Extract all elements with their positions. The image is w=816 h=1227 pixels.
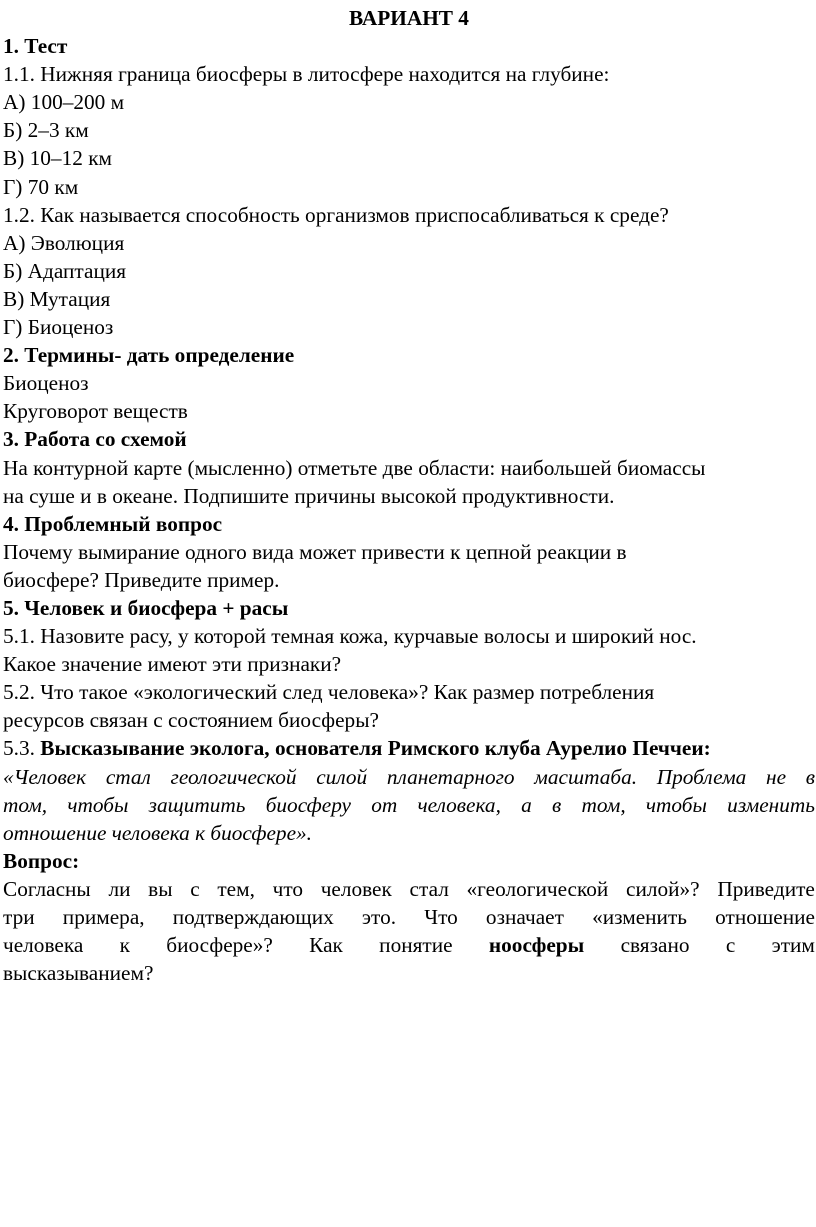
answer-word: Как (309, 933, 343, 958)
answer-word: три (3, 905, 35, 929)
answer-word: ли (108, 876, 131, 901)
answer-word: это. (361, 905, 397, 929)
answer-word: подтверждающих (172, 905, 334, 929)
answer-word: «изменить (592, 905, 687, 929)
quote-word: стал (105, 764, 151, 789)
question-5-3-bold-text: Высказывание эколога, основателя Римского клуба Аурелио Печчеи: (40, 736, 711, 761)
option-1-1-c: В) 10–12 км (3, 146, 113, 171)
question-5-2-line-1: 5.2. Что такое «экологический след человека»? Как размер потребления (3, 680, 655, 705)
answer-word: к (119, 933, 130, 958)
option-1-2-a: А) Эволюция (3, 230, 125, 255)
term-1: Биоценоз (3, 371, 89, 396)
answer-word: понятие (379, 933, 453, 958)
quote-word: в (552, 792, 562, 817)
section-4-text-line-1: Почему вымирание одного вида может привести к цепной реакции в (3, 539, 627, 564)
section-4-heading: 4. Проблемный вопрос (3, 511, 223, 536)
answer-word: силой»? (626, 876, 700, 901)
question-5-1-line-1: 5.1. Назовите расу, у которой темная кожа, курчавые волосы и широкий нос. (3, 624, 697, 649)
answer-word: вы (148, 876, 173, 901)
quote-line-1 (3, 763, 815, 791)
answer-word: Приведите (717, 876, 815, 901)
answer-word: Согласны (3, 876, 91, 901)
question-1-2: 1.2. Как называется способность организмов приспосабливаться к среде? (3, 202, 669, 227)
section-3-text-line-1: На контурной карте (мысленно) отметьте две области: наибольшей биомассы (3, 455, 706, 480)
quote-word: а (521, 792, 532, 817)
answer-word: Что (424, 905, 458, 929)
option-1-1-d: Г) 70 км (3, 174, 79, 199)
section-4-text-line-2: биосфере? Приведите пример. (3, 567, 280, 592)
answer-word: этим (771, 933, 815, 958)
question-5-2-line-2: ресурсов связан с состоянием биосферы? (3, 708, 379, 733)
option-1-2-b: Б) Адаптация (3, 258, 127, 283)
answer-word: что (272, 876, 303, 901)
answer-word: тем, (217, 876, 255, 901)
answer-line-1 (3, 875, 815, 903)
answer-word: человек (320, 876, 392, 901)
option-1-2-d: Г) Биоценоз (3, 315, 114, 340)
quote-word: планетарного (386, 764, 515, 789)
question-1-1: 1.1. Нижняя граница биосферы в литосфере находится на глубине: (3, 62, 610, 87)
noosphere-term: ноосферы (488, 933, 585, 958)
document-page (3, 4, 815, 987)
quote-word: геологической (170, 764, 297, 789)
term-2: Круговорот веществ (3, 399, 188, 424)
quote-word: чтобы (645, 792, 707, 817)
answer-line-2 (3, 903, 815, 931)
option-1-1-b: Б) 2–3 км (3, 118, 89, 143)
quote-word: от (371, 792, 398, 817)
quote-word: «Человек (3, 764, 87, 789)
quote-word: биосферу (265, 792, 352, 817)
section-5-heading: 5. Человек и биосфера + расы (3, 595, 289, 620)
section-1-heading: 1. Тест (3, 34, 68, 59)
quote-word: том, (3, 792, 48, 817)
quote-word: масштаба. (534, 764, 638, 789)
quote-word: чтобы (67, 792, 129, 817)
answer-line-3 (3, 931, 815, 959)
question-5-3-line (3, 734, 815, 762)
quote-word: том, (581, 792, 626, 817)
quote-line-2 (3, 791, 815, 819)
option-1-2-c: В) Мутация (3, 286, 111, 311)
answer-word: с (190, 876, 200, 901)
question-5-1-line-2: Какое значение имеют эти признаки? (3, 652, 342, 677)
section-2-heading: 2. Термины- дать определение (3, 343, 295, 368)
quote-word: Проблема (656, 764, 747, 789)
quote-word: не (766, 764, 787, 789)
answer-word: с (725, 933, 736, 958)
quote-line-3: отношение человека к биосфере». (3, 820, 313, 845)
question-label: Вопрос: (3, 848, 80, 873)
answer-word: связано (620, 933, 690, 958)
answer-word: человека (3, 933, 84, 958)
answer-word: примера, (62, 905, 145, 929)
answer-word: биосфере»? (166, 933, 273, 958)
section-3-text-line-2: на суше и в океане. Подпишите причины высокой продуктивности. (3, 483, 615, 508)
answer-line-4: высказыванием? (3, 961, 154, 986)
quote-word: изменить (727, 792, 815, 817)
answer-word: «геологической (466, 876, 609, 901)
quote-word: силой (316, 764, 368, 789)
option-1-1-a: А) 100–200 м (3, 90, 125, 115)
quote-word: в (805, 764, 815, 789)
question-5-3-number: 5.3. (3, 736, 35, 761)
section-3-heading: 3. Работа со схемой (3, 427, 187, 452)
answer-word: отношение (715, 905, 815, 929)
quote-word: защитить (148, 792, 246, 817)
variant-title: ВАРИАНТ 4 (349, 6, 469, 30)
answer-word: означает (485, 905, 564, 929)
answer-word: стал (409, 876, 449, 901)
quote-word: человека, (417, 792, 501, 817)
